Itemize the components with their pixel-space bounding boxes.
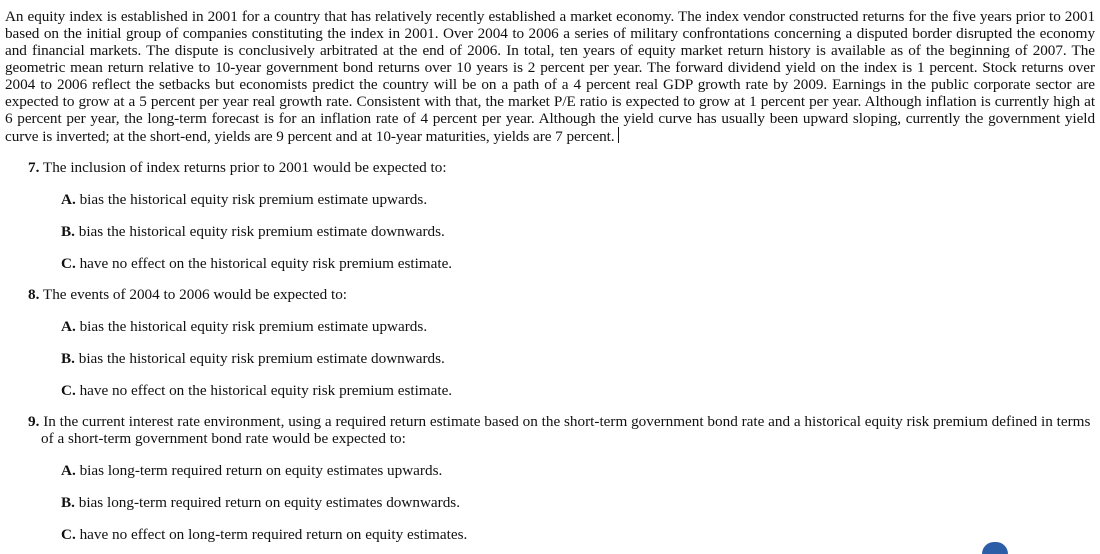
question-8-option-a [61,318,427,335]
option-text: have no effect on the historical equity risk premium estimate. [79,382,453,399]
question-7 [28,159,1090,176]
question-7-option-a [61,191,427,208]
option-text: bias the historical equity risk premium estimate upwards. [79,191,428,208]
question-number: 8. [28,286,40,303]
question-9-option-a [61,462,442,479]
question-8-option-c [61,382,452,399]
option-letter: A. [61,462,76,479]
option-letter: A. [61,191,76,208]
question-8 [28,286,1090,303]
passage-text: An equity index is established in 2001 for a country that has relatively recently established a market economy. The index vendor constructed returns for the five years prior to 2001 based on the initial group of companies constituting the index in 2001. Over 2004 to 2006 a series of military confrontations concerning a disputed border disrupted the economy and financial markets. The dispute is conclusively arbitrated at the end of 2006. In total, ten years of equity market return history is available as of the beginning of 2007. The geometric mean return relative to 10-year government bond returns over 10 years is 2 percent per year. The forward dividend yield on the index is 1 percent. Stock returns over 2004 to 2006 reflect the setbacks but economists predict the country will be on a path of a 4 percent real GDP growth rate by 2009. Earnings in the public corporate sector are expected to grow at a 5 percent per year real growth rate. Consistent with that, the market P/E ratio is expected to grow at 1 percent per year. Although inflation is currently high at 6 percent per year, the long-term forecast is for an inflation rate of 4 percent per year. Although the yield curve has usually been upward sloping, currently the government yield curve is inverted; at the short-end, yields are 9 percent and at 10-year maturities, yields are 7 percent. [5,8,1095,145]
option-text: bias the historical equity risk premium estimate upwards. [79,318,428,335]
option-text: have no effect on long-term required return on equity estimates. [79,526,468,543]
option-letter: B. [61,223,75,240]
case-passage [5,8,1095,145]
question-text: In the current interest rate environment, using a required return estimate based on the short-term government bond rate and a historical equity risk premium defined in terms of a short-term government bond rate would be expected to: [41,413,1091,447]
option-text: bias the historical equity risk premium estimate downwards. [78,223,445,240]
text-cursor [618,127,619,143]
question-text: The inclusion of index returns prior to 2001 would be expected to: [42,159,447,176]
option-text: bias long-term required return on equity estimates upwards. [79,462,443,479]
question-number: 9. [28,413,40,430]
option-letter: B. [61,350,75,367]
question-number: 7. [28,159,40,176]
option-letter: C. [61,382,76,399]
option-letter: B. [61,494,75,511]
option-letter: C. [61,526,76,543]
question-text: The events of 2004 to 2006 would be expected to: [42,286,348,303]
option-text: bias long-term required return on equity estimates downwards. [78,494,461,511]
question-9-option-b [61,494,460,511]
option-text: bias the historical equity risk premium estimate downwards. [78,350,445,367]
option-letter: C. [61,255,76,272]
option-letter: A. [61,318,76,335]
question-8-option-b [61,350,445,367]
floating-button-icon[interactable] [982,542,1008,554]
question-7-option-c [61,255,452,272]
question-9 [28,413,1099,447]
question-9-option-c [61,526,467,543]
option-text: have no effect on the historical equity risk premium estimate. [79,255,453,272]
question-7-option-b [61,223,445,240]
